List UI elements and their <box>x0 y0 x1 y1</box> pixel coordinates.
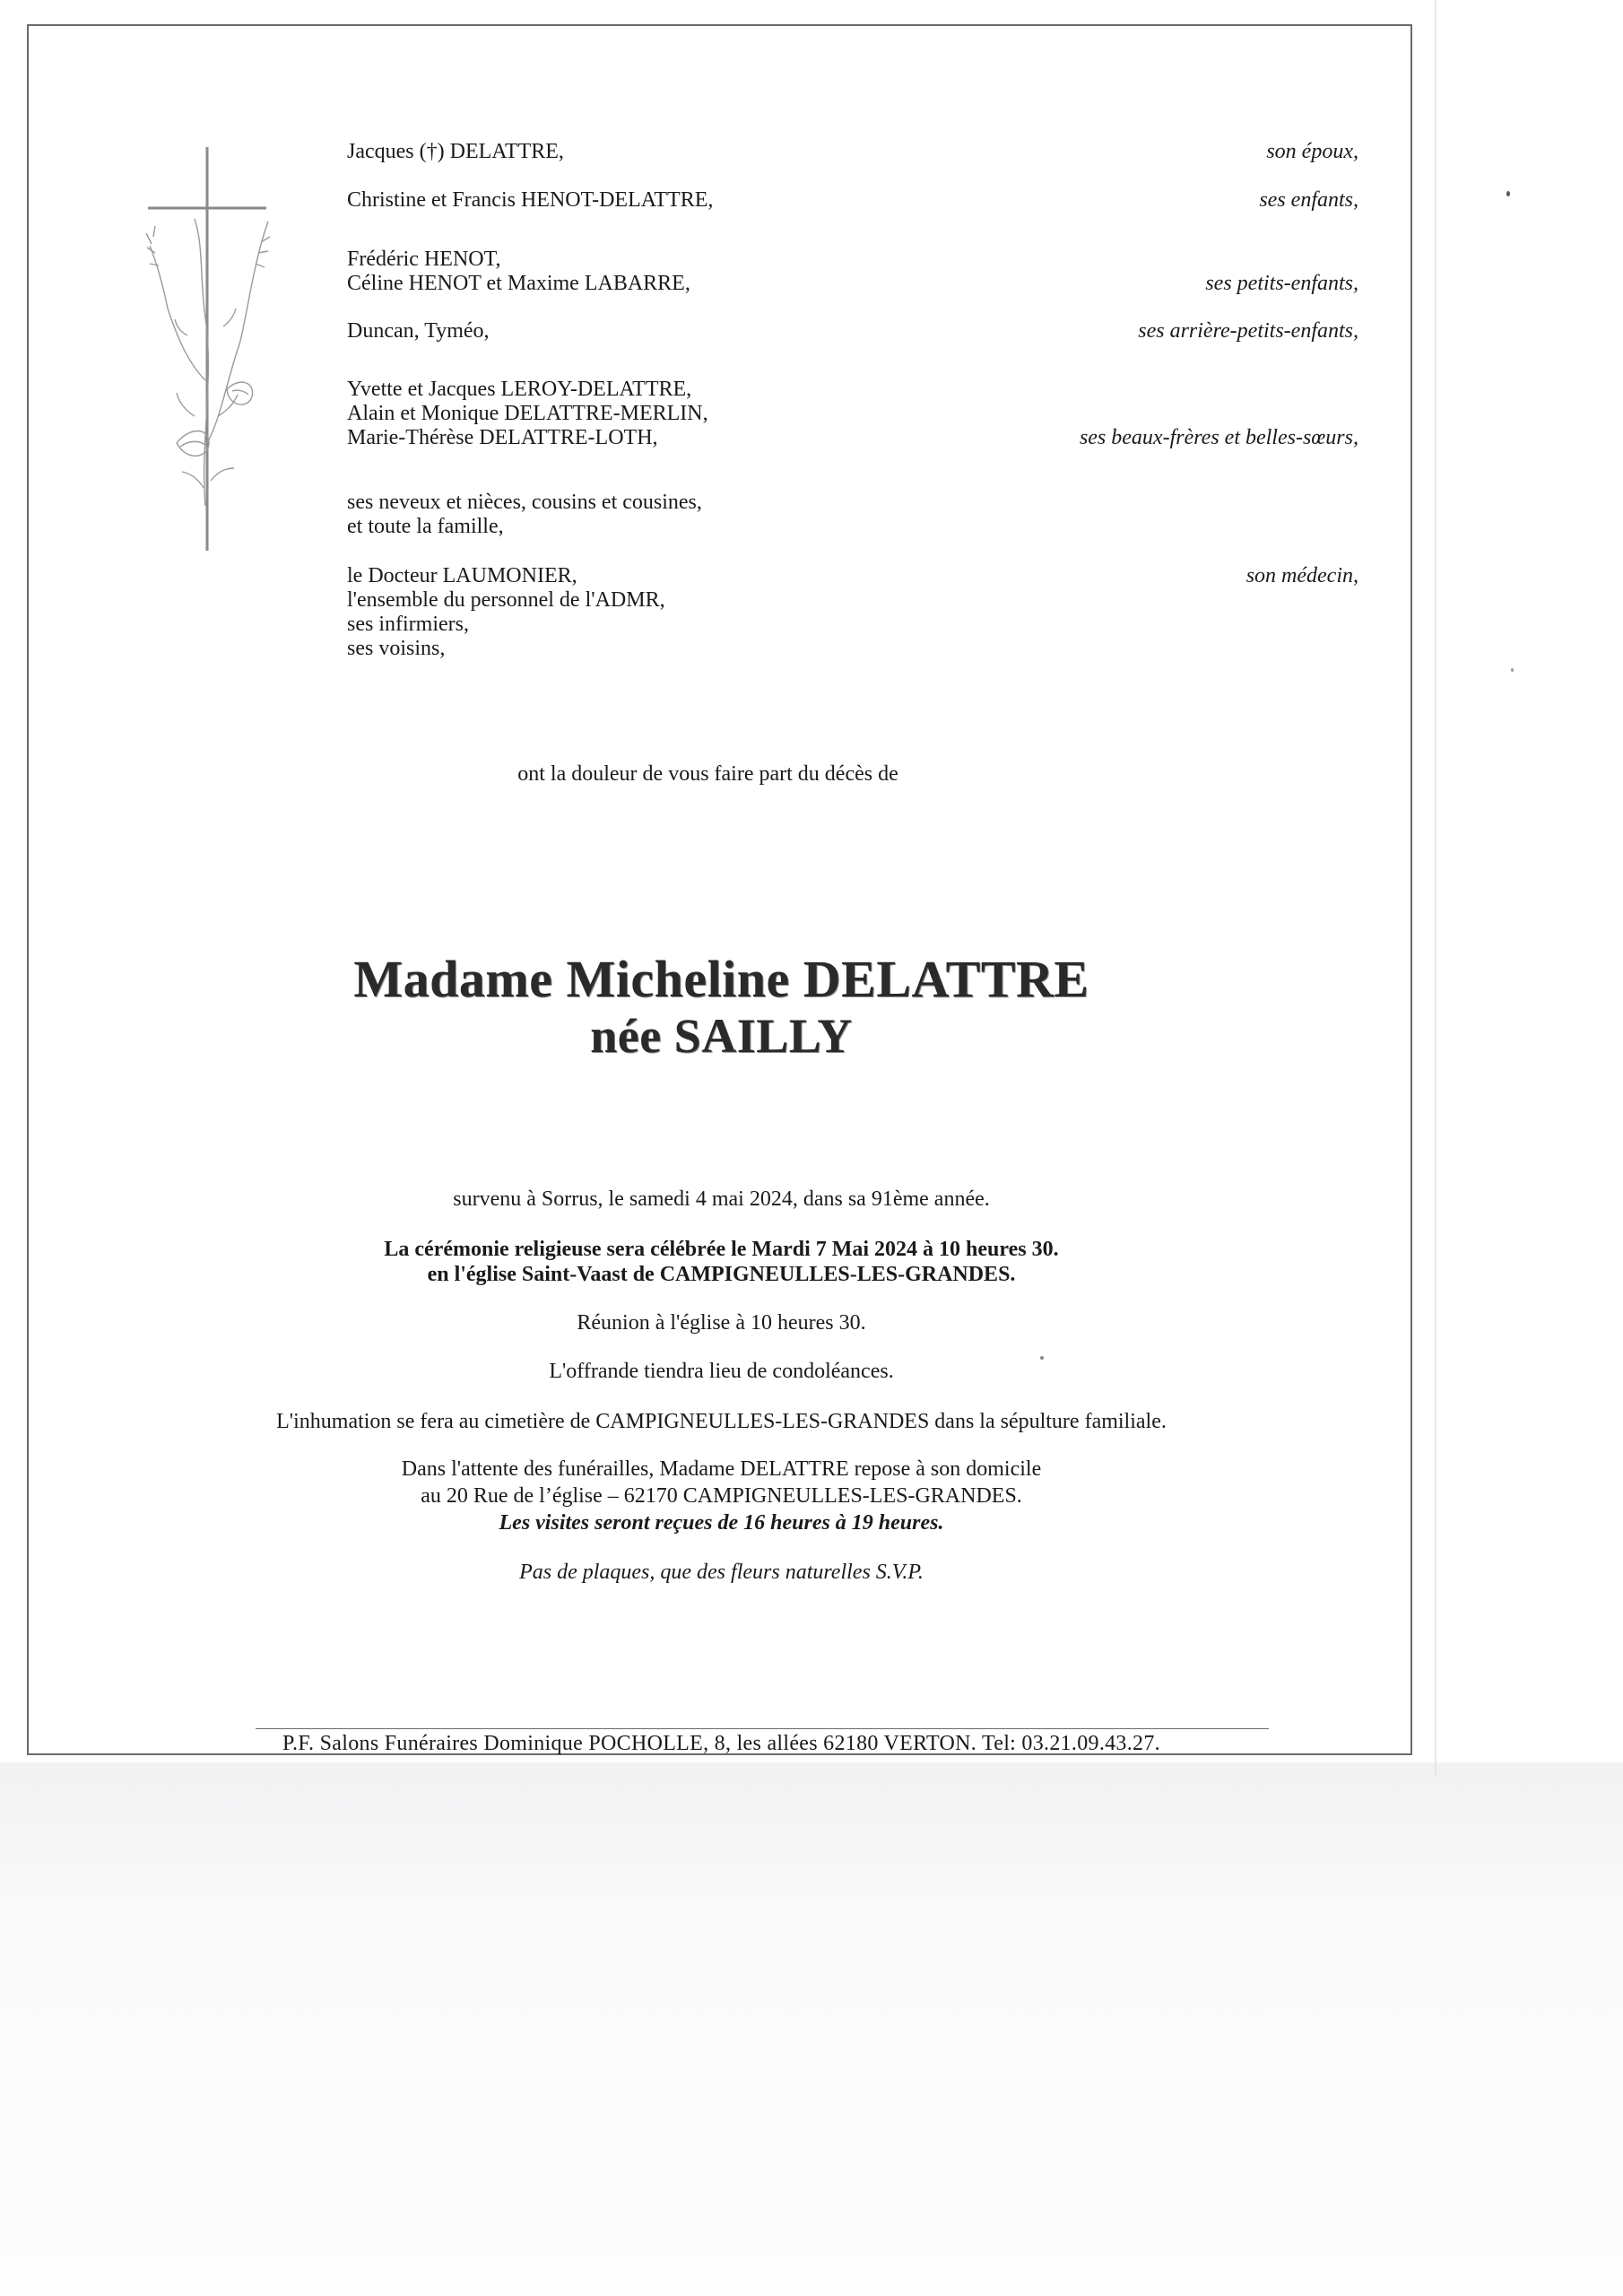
obituary-notice <box>27 24 1412 1755</box>
ceremony-line-2: en l'église Saint-Vaast de CAMPIGNEULLES-LES-GRANDES. <box>427 1263 1016 1286</box>
family-entry <box>347 491 1358 539</box>
family-relation: ses beaux-frères et belles-sœurs, <box>1079 426 1358 449</box>
scan-speck <box>1040 1356 1044 1360</box>
family-entry <box>347 564 1358 661</box>
deceased-name: Madame Micheline DELATTRE <box>353 950 1089 1008</box>
deceased-maiden-name: née SAILLY <box>590 1009 853 1063</box>
family-entry <box>347 319 1358 344</box>
funeral-home-footer: P.F. Salons Funéraires Dominique POCHOLLE, 8, les allées 62180 VERTON. Tel: 03.21.09.43.27. <box>282 1732 1160 1755</box>
family-entry <box>347 248 1358 296</box>
family-names: le Docteur LAUMONIER, l'ensemble du personnel de l'ADMR, ses infirmiers, ses voisins, <box>347 564 665 660</box>
family-entry <box>347 378 1358 450</box>
family-entry <box>347 140 1358 164</box>
footer-divider <box>256 1728 1269 1729</box>
family-names: Yvette et Jacques LEROY-DELATTRE, Alain et Monique DELATTRE-MERLIN, Marie-Thérèse DELATTRE-LOTH, <box>347 378 708 449</box>
flowers-info: Pas de plaques, que des fleurs naturelles S.V.P. <box>519 1561 924 1584</box>
family-relation: son époux, <box>1266 140 1358 163</box>
family-entry <box>347 188 1358 213</box>
scan-shadow <box>0 1762 1623 2296</box>
death-details: survenu à Sorrus, le samedi 4 mai 2024, dans sa 91ème année. <box>453 1187 990 1211</box>
family-relation: ses arrière-petits-enfants, <box>1138 319 1358 343</box>
family-relation: ses petits-enfants, <box>1205 272 1358 295</box>
rest-line-1: Dans l'attente des funérailles, Madame DELATTRE repose à son domicile <box>401 1457 1042 1481</box>
page-edge <box>1435 0 1436 1776</box>
family-names: Jacques (†) DELATTRE, <box>347 140 564 163</box>
rest-line-2: au 20 Rue de l’église – 62170 CAMPIGNEULLES-LES-GRANDES. <box>421 1484 1022 1508</box>
announcement: ont la douleur de vous faire part du décès de <box>517 762 898 786</box>
cross-with-wheat-icon <box>141 147 307 560</box>
offering-info: L'offrande tiendra lieu de condoléances. <box>549 1360 894 1383</box>
family-relation: ses enfants, <box>1259 188 1358 212</box>
scan-speck <box>1511 668 1514 672</box>
ceremony-line-1: La cérémonie religieuse sera célébrée le Mardi 7 Mai 2024 à 10 heures 30. <box>384 1238 1059 1261</box>
burial-info: L'inhumation se fera au cimetière de CAMPIGNEULLES-LES-GRANDES dans la sépulture familiale. <box>276 1410 1167 1433</box>
family-relation: son médecin, <box>1245 564 1358 587</box>
family-names: ses neveux et nièces, cousins et cousines, et toute la famille, <box>347 491 702 538</box>
meeting-info: Réunion à l'église à 10 heures 30. <box>577 1311 866 1335</box>
family-names: Duncan, Tyméo, <box>347 319 490 343</box>
visits-info: Les visites seront reçues de 16 heures à 19 heures. <box>499 1511 944 1535</box>
family-names: Christine et Francis HENOT-DELATTRE, <box>347 188 714 212</box>
family-names: Frédéric HENOT, Céline HENOT et Maxime LABARRE, <box>347 248 690 295</box>
scan-speck <box>1506 191 1510 196</box>
